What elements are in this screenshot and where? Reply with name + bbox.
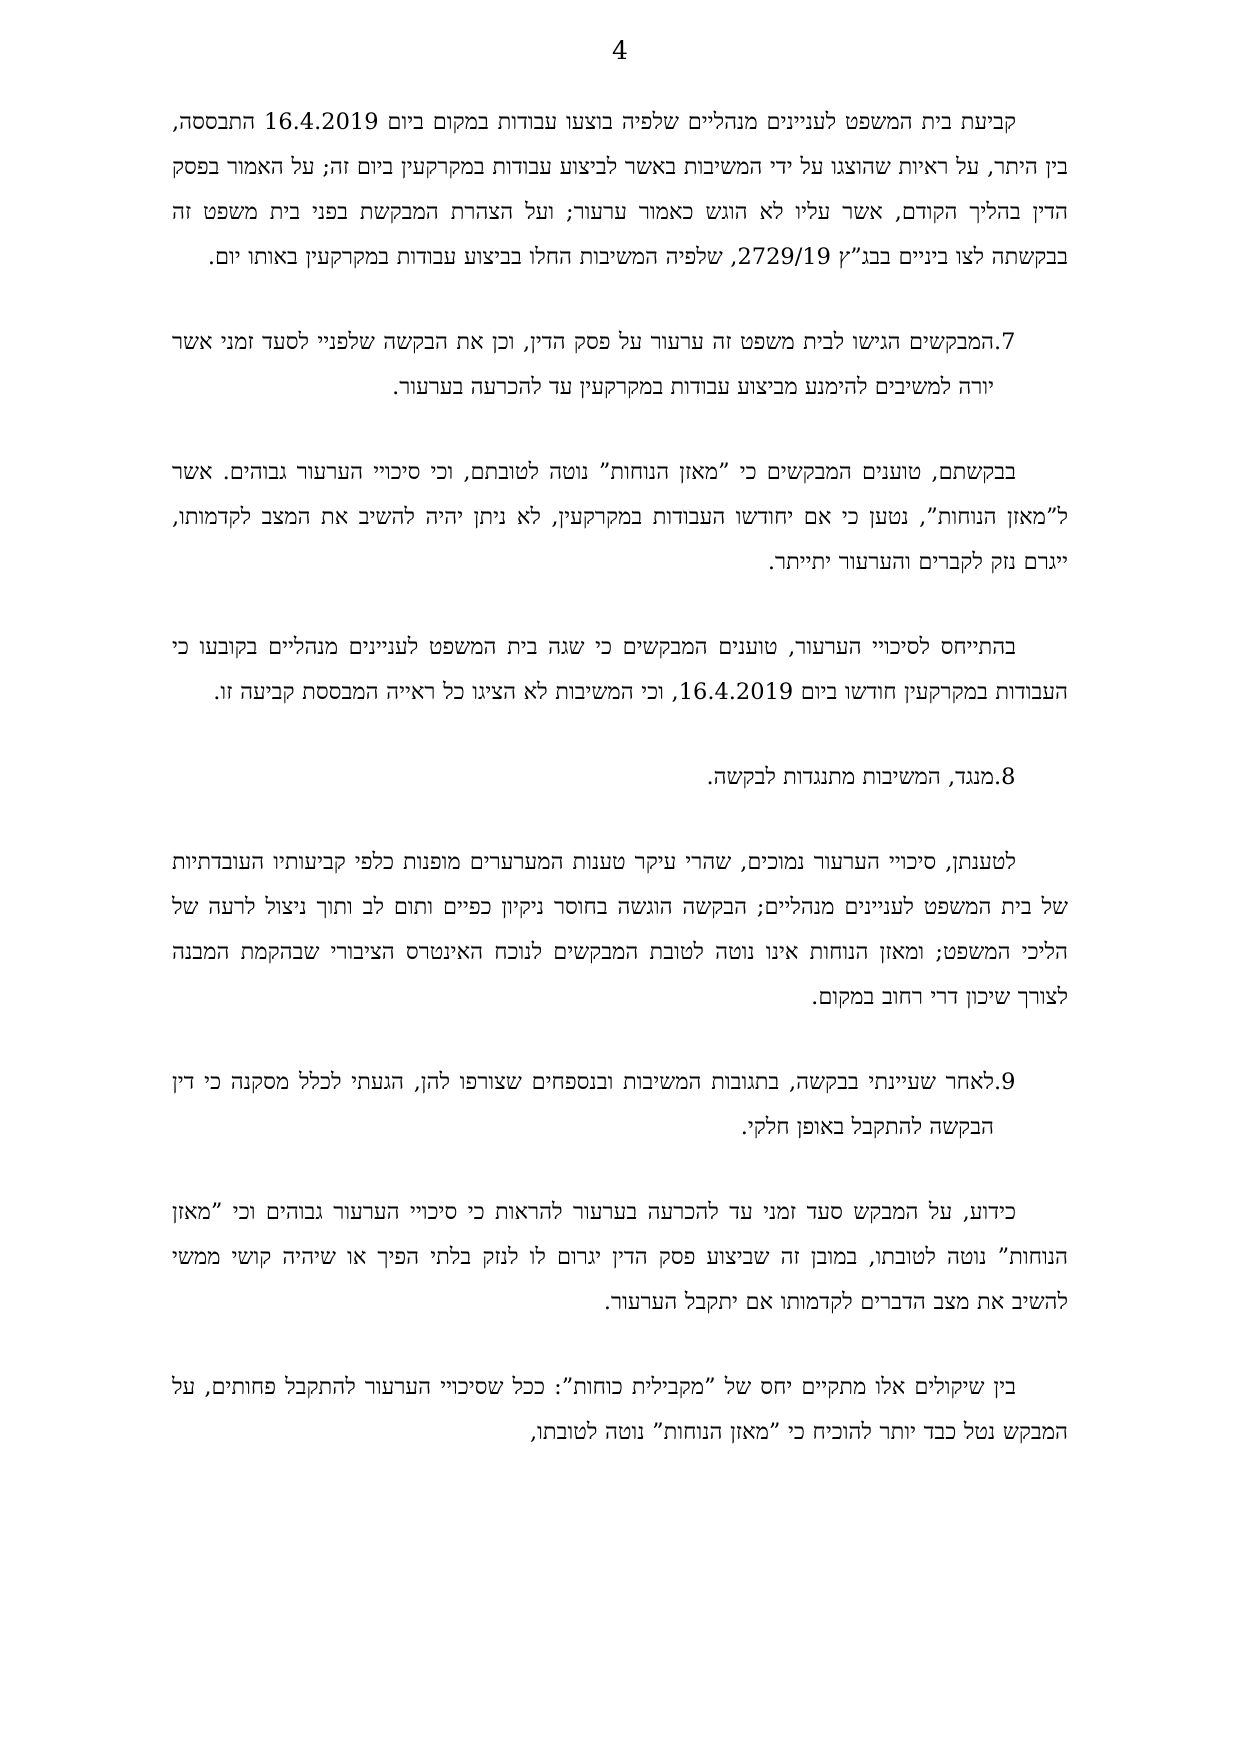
numbered-clause-7 <box>172 320 1068 410</box>
clause-number-7: .7 <box>994 329 1016 355</box>
paragraph-block: קביעת בית המשפט לעניינים מנהליים שלפיה בוצעו עבודות במקום ביום 16.4.2019 התבססה, בין היתר, על ראיות שהוצגו על ידי המשיבות באשר לביצוע עבודות במקרקעין ביום זה; על האמור בפסק הדין בהליך הקודם, אשר עליו לא הוגש כאמור ערעור; ועל הצהרת המבקשת בפני בית משפט זה בבקשתה לצו ביניים בבג”ץ 2729/19, שלפיה המשיבות החלו בביצוע עבודות במקרקעין באותו יום. <box>172 109 1068 270</box>
paragraph-block: בהתייחס לסיכויי הערעור, טוענים המבקשים כי שגה בית המשפט לעניינים מנהליים בקובעו כי העבודות במקרקעין חודשו ביום 16.4.2019, וכי המשיבות לא הציגו כל ראייה המבססת קביעה זו. <box>172 634 1068 705</box>
page-number: 4 <box>612 36 628 65</box>
numbered-clause-9 <box>172 1060 1068 1150</box>
clause-number-8: .8 <box>994 764 1016 790</box>
paragraph-block: בבקשתם, טוענים המבקשים כי ”מאזן הנוחות” נוטה לטובתם, וכי סיכויי הערעור גבוהים. אשר ל”מאזן הנוחות”, נטען כי אם יחודשו העבודות במקרקעין, לא ניתן יהיה להשיב את המצב לקדמותו, ייגרם נזק לקברים והערעור יתייתר. <box>172 459 1068 575</box>
paragraph-block: כידוע, על המבקש סעד זמני עד להכרעה בערעור להראות כי סיכויי הערעור גבוהים וכי ”מאזן הנוחות” נוטה לטובתו, במובן זה שביצוע פסק הדין יגרום לו לנזק בלתי הפיך או שיהיה קושי ממשי להשיב את מצב הדברים לקדמותו אם יתקבל הערעור. <box>172 1199 1068 1315</box>
document-body <box>172 100 1068 1455</box>
clause-text-7: המבקשים הגישו לבית משפט זה ערעור על פסק הדין, וכן את הבקשה שלפניי לסעד זמני אשר יורה למשיבים להימנע מביצוע עבודות במקרקעין עד להכרעה בערעור. <box>172 329 994 400</box>
clause-text-8: מנגד, המשיבות מתנגדות לבקשה. <box>706 764 994 790</box>
paragraph-block: לטענתן, סיכויי הערעור נמוכים, שהרי עיקר טענות המערערים מופנות כלפי קביעותיו העובדתיות של בית המשפט לעניינים מנהליים; הבקשה הוגשה בחוסר ניקיון כפיים ותום לב ותוך ניצול לרעה של הליכי המשפט; ומאזן הנוחות אינו נוטה לטובת המבקשים לנוכח האינטרס הציבורי שבהקמת המבנה לצורך שיכון דרי רחוב במקום. <box>172 849 1068 1010</box>
clause-number-9: .9 <box>994 1069 1016 1095</box>
paragraph-block: בין שיקולים אלו מתקיים יחס של ”מקבילית כוחות”: ככל שסיכויי הערעור להתקבל פחותים, על המבקש נטל כבד יותר להוכיח כי ”מאזן הנוחות” נוטה לטובתו, <box>172 1374 1068 1445</box>
clause-text-9: לאחר שעיינתי בבקשה, בתגובות המשיבות ובנספחים שצורפו להן, הגעתי לכלל מסקנה כי דין הבקשה להתקבל באופן חלקי. <box>172 1069 994 1140</box>
numbered-clause-8 <box>172 755 1068 800</box>
